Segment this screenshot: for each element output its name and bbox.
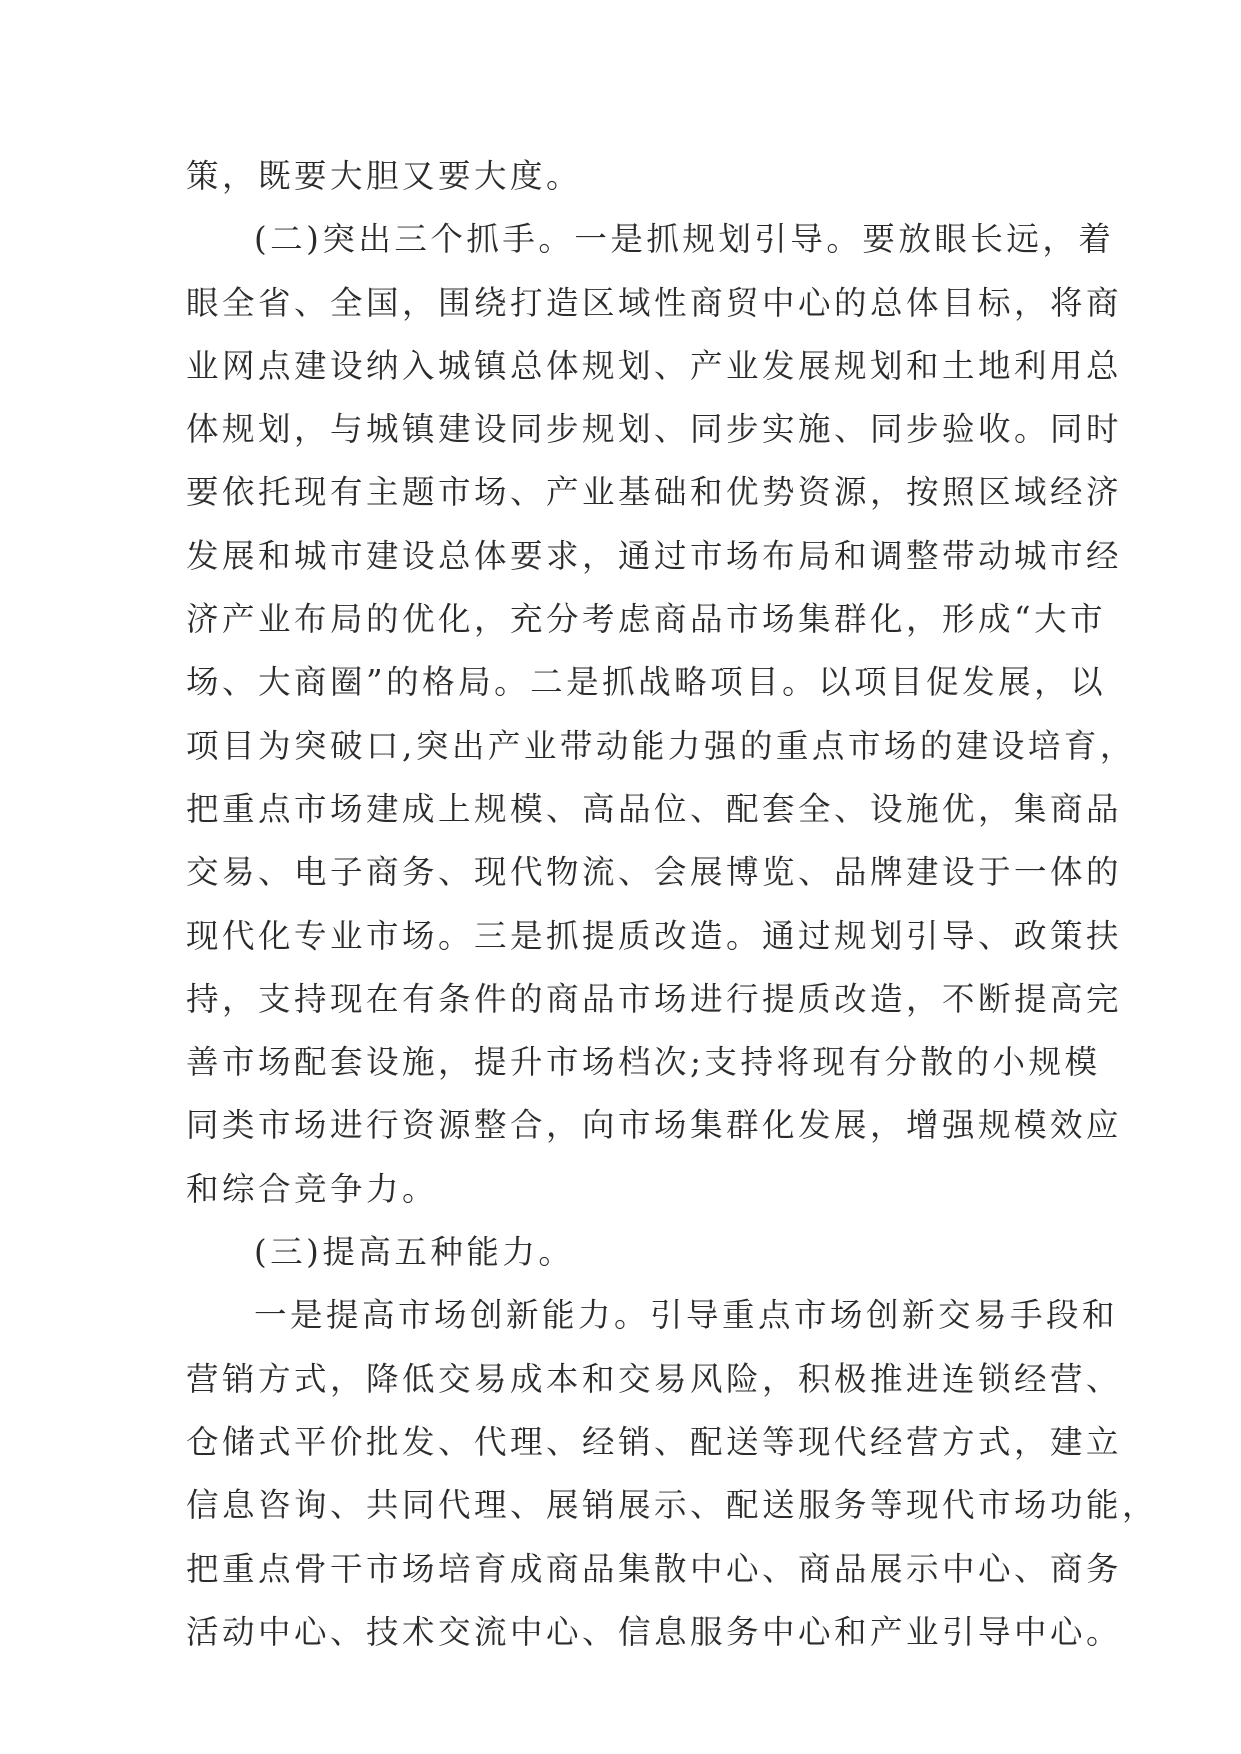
text-line: 把重点骨干市场培育成商品集散中心、商品展示中心、商务	[186, 1549, 1123, 1588]
text-line: 把重点市场建成上规模、高品位、配套全、设施优，集商品	[186, 789, 1123, 828]
text-line: 策，既要大胆又要大度。	[186, 157, 583, 195]
text-line: 济产业布局的优化，充分考虑商品市场集群化，形成“大市	[186, 600, 1107, 639]
text-line: 发展和城市建设总体要求，通过市场布局和调整带动城市经	[186, 536, 1123, 575]
text-line: 持，支持现在有条件的商品市场进行提质改造，不断提高完	[186, 979, 1123, 1018]
text-line: 善市场配套设施，提升市场档次;支持将现有分散的小规模	[186, 1043, 1101, 1082]
section-heading-line: (二)突出三个抓手。一是抓规划引导。要放眼长远，着	[254, 220, 1115, 259]
section-heading-line: (三)提高五种能力。	[254, 1233, 575, 1272]
text-line: 活动中心、技术交流中心、信息服务中心和产业引导中心。	[186, 1612, 1123, 1651]
text-line: 眼全省、全国，围绕打造区域性商贸中心的总体目标，将商	[186, 283, 1123, 322]
text-line: 和综合竞争力。	[186, 1169, 439, 1208]
text-line: 营销方式，降低交易成本和交易风险，积极推进连锁经营、	[186, 1359, 1123, 1398]
text-line: 业网点建设纳入城镇总体规划、产业发展规划和土地利用总	[186, 346, 1123, 385]
body-text	[186, 145, 1159, 1664]
text-line: 仓储式平价批发、代理、经销、配送等现代经营方式，建立	[186, 1422, 1123, 1461]
text-line: 信息咨询、共同代理、展销展示、配送服务等现代市场功能，	[186, 1486, 1159, 1525]
text-line: 现代化专业市场。三是抓提质改造。通过规划引导、政策扶	[186, 916, 1123, 955]
text-line: 场、大商圈”的格局。二是抓战略项目。以项目促发展，以	[186, 663, 1107, 702]
text-line: 要依托现有主题市场、产业基础和优势资源，按照区域经济	[186, 473, 1123, 512]
text-line: 交易、电子商务、现代物流、会展博览、品牌建设于一体的	[186, 853, 1123, 892]
text-line: 体规划，与城镇建设同步规划、同步实施、同步验收。同时	[186, 410, 1123, 449]
text-line: 项目为突破口,突出产业带动能力强的重点市场的建设培育，	[186, 726, 1136, 765]
text-line: 同类市场进行资源整合，向市场集群化发展，增强规模效应	[186, 1106, 1123, 1145]
paragraph-start-line: 一是提高市场创新能力。引导重点市场创新交易手段和	[254, 1296, 1119, 1335]
